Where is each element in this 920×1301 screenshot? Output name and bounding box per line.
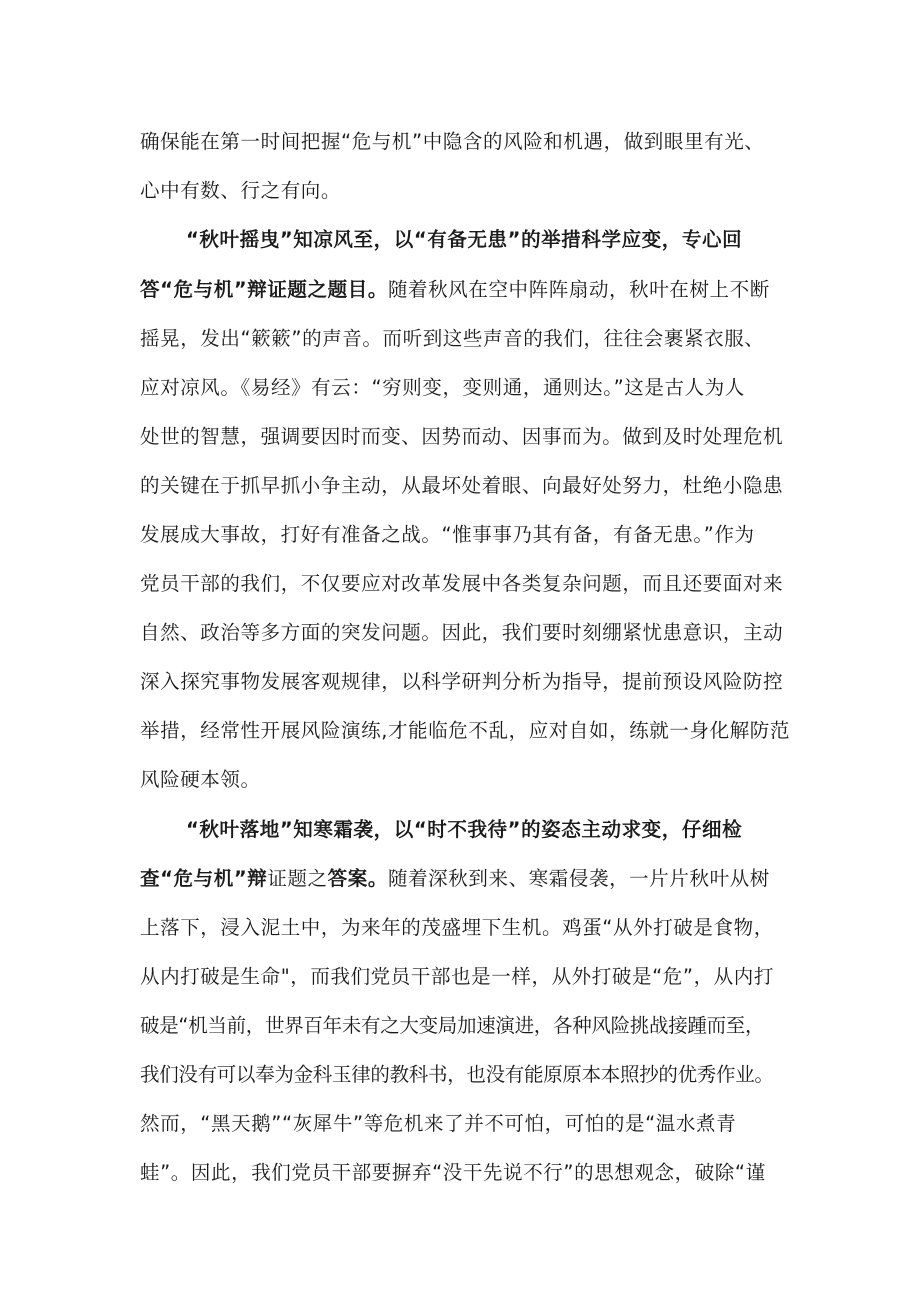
paragraph-line	[140, 965, 800, 989]
section-heading-line	[186, 818, 846, 842]
paragraph-line	[140, 327, 800, 351]
section-heading-line	[186, 228, 846, 252]
bold-heading-segment: “秋叶摇曳”知凉风至，以“有备无患”的举措科学应变，专心回	[186, 228, 743, 251]
text-segment: 我们没有可以奉为金科玉律的教科书，也没有能原原本本照抄的优秀作业。	[140, 1063, 774, 1086]
paragraph-line	[140, 916, 800, 940]
bold-heading-segment: “秋叶落地”知寒霜袭，以“时不我待”的姿态主动求变，仔细检	[186, 818, 743, 841]
text-segment: 摇晃，发出“簌簌”的声音。而听到这些声音的我们，往往会裹紧衣服、	[140, 327, 765, 350]
paragraph-line	[140, 768, 800, 792]
text-segment: 举措，经常性开展风险演练,才能临危不乱，应对自如，练就一身化解防范	[140, 719, 790, 742]
bold-heading-segment: 答案。	[327, 867, 388, 890]
paragraph-line	[140, 130, 800, 154]
text-segment: 随着深秋到来、寒霜侵袭，一片片秋叶从树	[387, 867, 770, 890]
text-segment: 心中有数、行之有向。	[140, 179, 342, 202]
paragraph-line	[140, 179, 800, 203]
paragraph-line	[140, 523, 800, 547]
text-segment: 蛙”。因此，我们党员干部要摒弃“没干先说不行”的思想观念，破除“谨	[140, 1161, 766, 1184]
bold-heading-segment: 查“危与机”辩	[140, 867, 268, 890]
paragraph-line	[140, 670, 800, 694]
text-segment: 深入探究事物发展客观规律，以科学研判分析为指导，提前预设风险防控	[140, 670, 784, 693]
text-segment: 自然、政治等多方面的突发问题。因此，我们要时刻绷紧忧患意识，主动	[140, 621, 784, 644]
text-segment: 处世的智慧，强调要因时而变、因势而动、因事而为。做到及时处理危机	[140, 425, 784, 448]
text-segment: 的关键在于抓早抓小争主动，从最坏处着眼、向最好处努力，杜绝小隐患	[140, 474, 784, 497]
text-segment: 破是“机当前，世界百年未有之大变局加速演进，各种风险挑战接踵而至，	[140, 1014, 765, 1037]
text-segment: 发展成大事故，打好有准备之战。“惟事事乃其有备，有备无患。”作为	[140, 523, 755, 546]
text-segment: 然而，“黑天鹅”“灰犀牛”等危机来了并不可怕，可怕的是“温水煮青	[140, 1112, 737, 1135]
text-segment: 随着秋风在空中阵阵扇动，秋叶在树上不断	[387, 278, 770, 301]
paragraph-line	[140, 1112, 800, 1136]
text-segment: 证题之	[267, 867, 328, 890]
text-segment: 风险硬本领。	[140, 768, 261, 791]
bold-heading-segment: 答“危与机”辩证题之题目。	[140, 278, 388, 301]
paragraph-line	[140, 572, 800, 596]
paragraph-line	[140, 278, 800, 302]
paragraph-line	[140, 376, 800, 400]
text-segment: 应对凉风。《易经》有云：“穷则变，变则通，通则达。”这是古人为人	[140, 376, 745, 399]
paragraph-line	[140, 1161, 800, 1185]
paragraph-line	[140, 867, 800, 891]
paragraph-line	[140, 621, 800, 645]
paragraph-line	[140, 425, 800, 449]
text-segment: 确保能在第一时间把握“危与机”中隐含的风险和机遇，做到眼里有光、	[140, 130, 765, 153]
paragraph-line	[140, 719, 800, 743]
text-segment: 从内打破是生命"，而我们党员干部也是一样，从外打破是“危”，从内打	[140, 965, 774, 988]
paragraph-line	[140, 474, 800, 498]
paragraph-line	[140, 1014, 800, 1038]
paragraph-line	[140, 1063, 800, 1087]
text-segment: 上落下，浸入泥土中，为来年的茂盛埋下生机。鸡蛋“从外打破是食物，	[140, 916, 774, 939]
text-segment: 党员干部的我们，不仅要应对改革发展中各类复杂问题，而且还要面对来	[140, 572, 784, 595]
